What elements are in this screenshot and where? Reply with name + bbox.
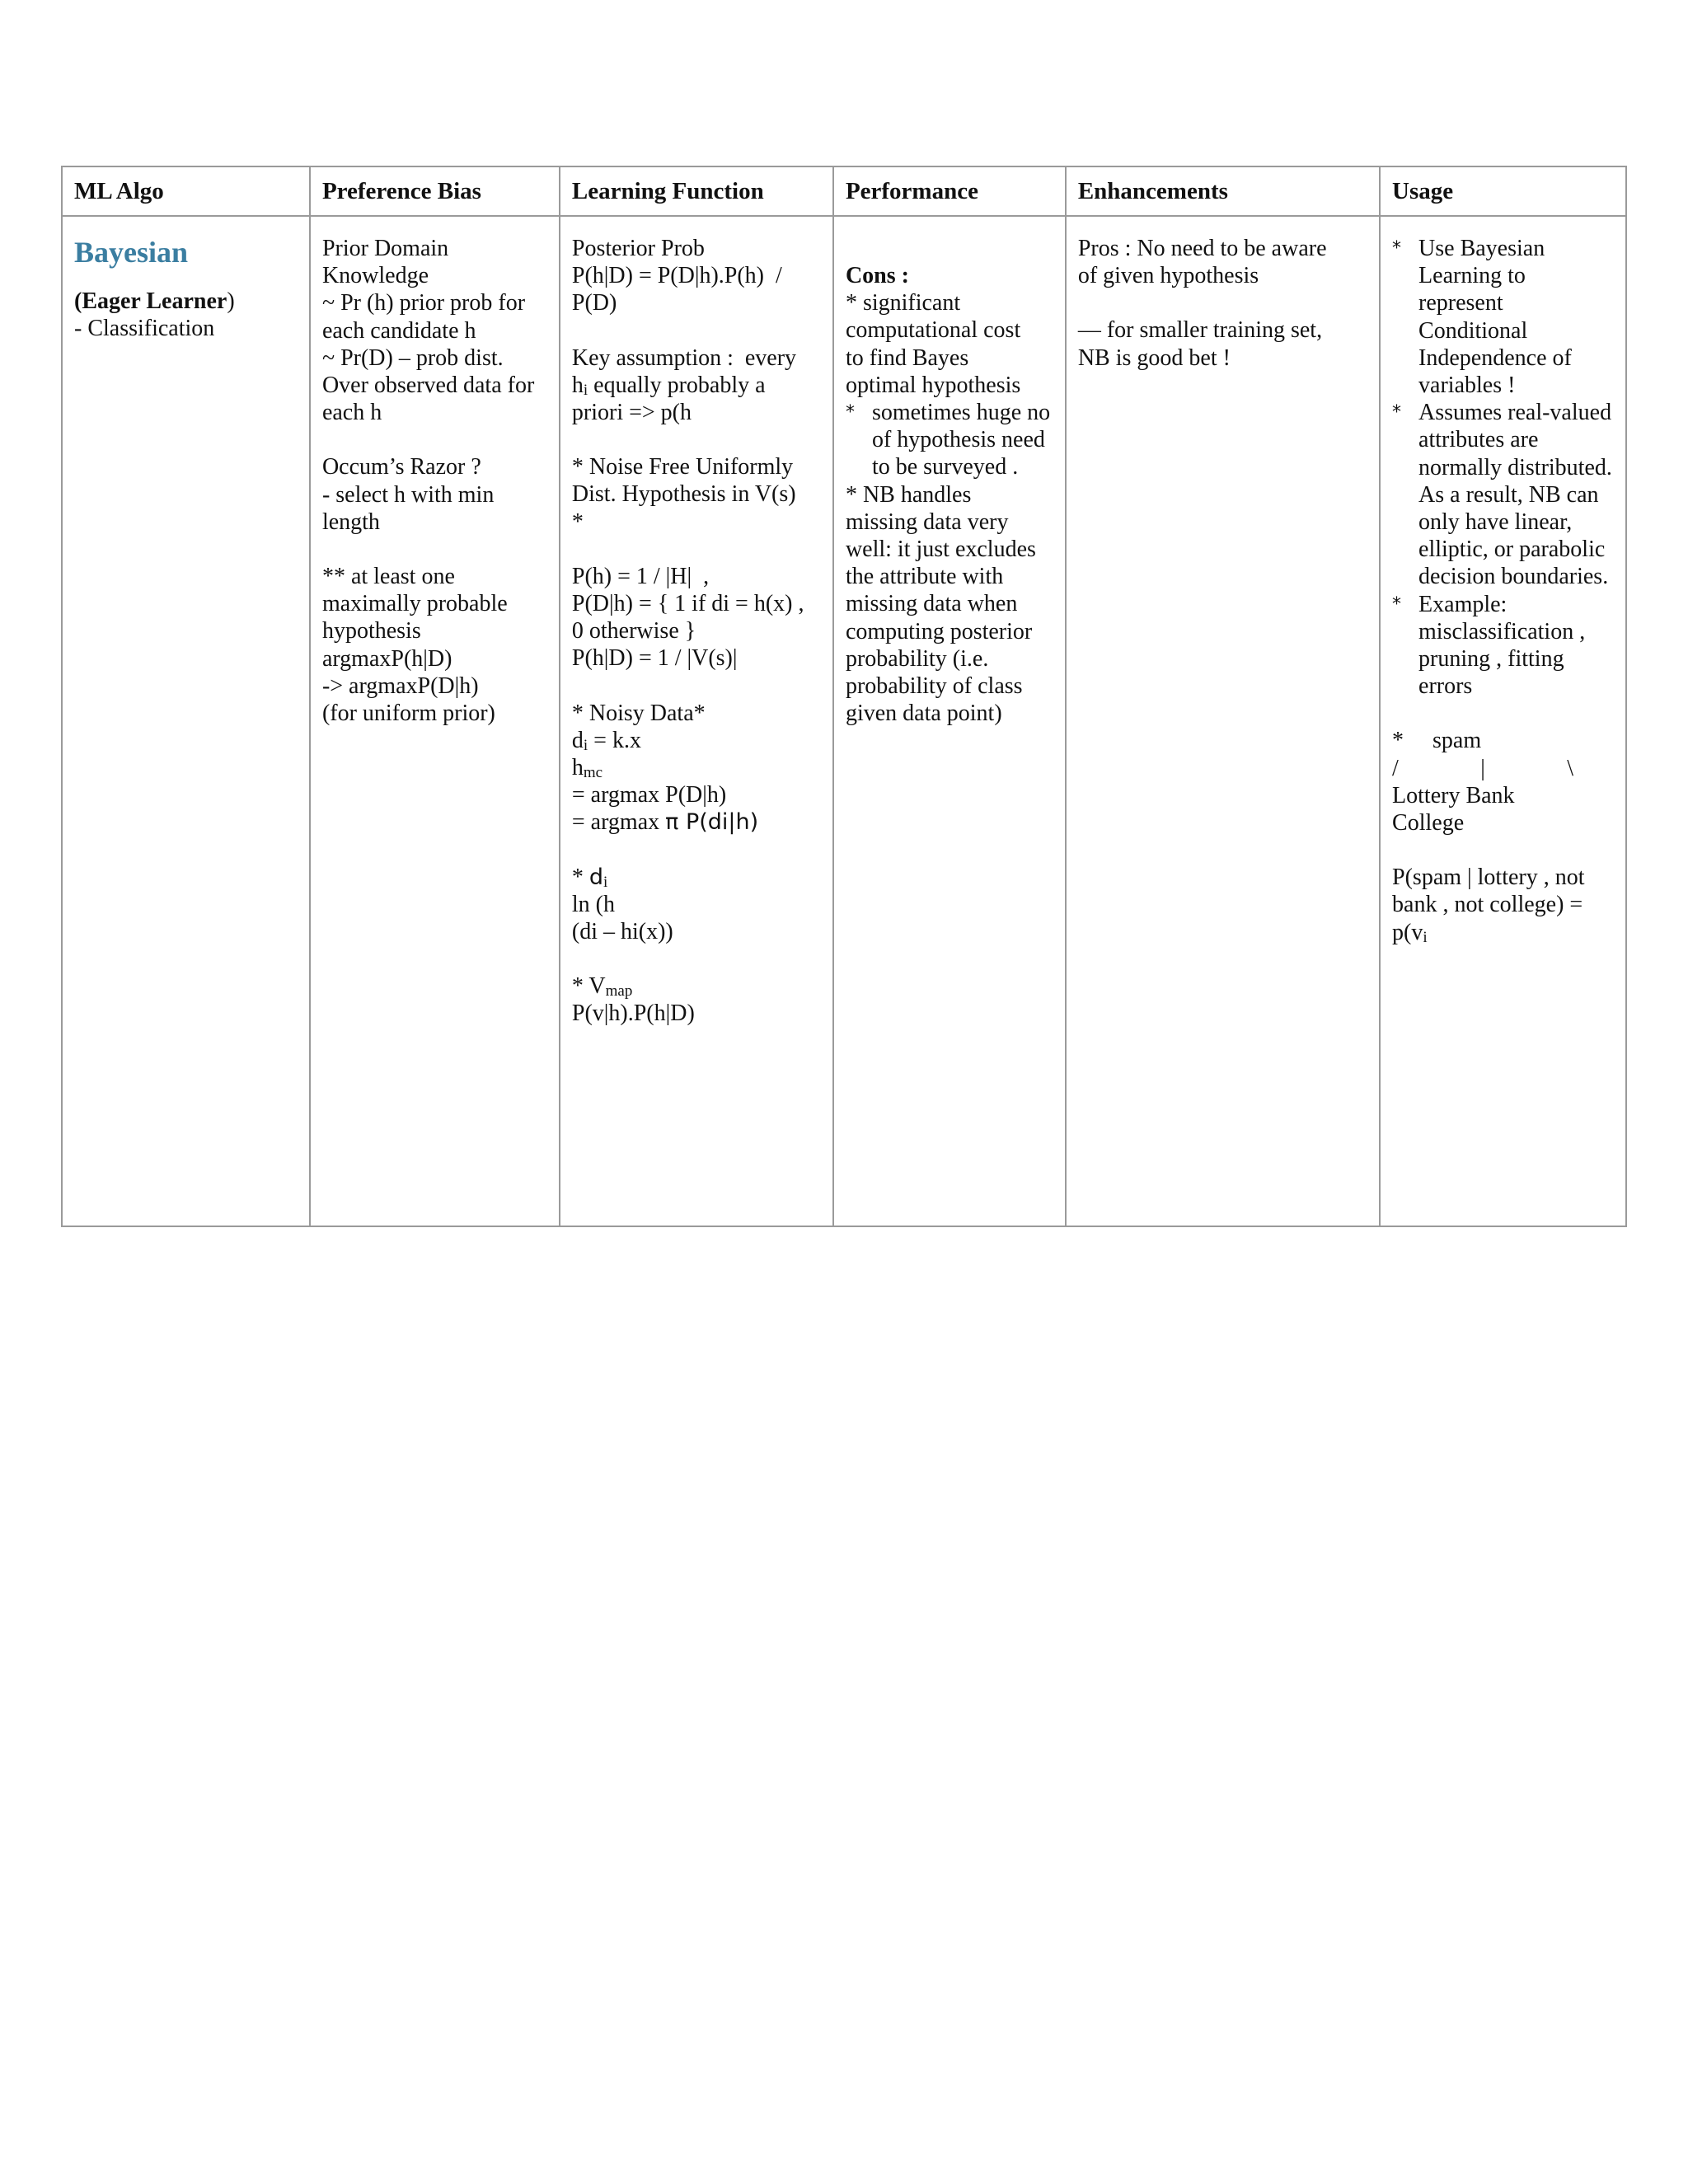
- header-ml-algo: ML Algo: [62, 166, 310, 216]
- text-line: well: it just excludes: [845, 537, 1036, 563]
- tree-root: * spam: [1392, 728, 1482, 754]
- algo-type-label: Eager Learner: [82, 288, 227, 314]
- list-item: [846, 399, 1053, 481]
- text-line: priori => p(h: [571, 400, 692, 426]
- text-line: probability of class: [845, 673, 1023, 700]
- spacer: [572, 536, 821, 563]
- bullet-list: [846, 399, 1053, 481]
- text-line: of given hypothesis: [1077, 263, 1259, 289]
- formula-line: [572, 972, 821, 1000]
- asterisk-bullet-icon: *: [1392, 238, 1402, 259]
- asterisk-bullet-icon: *: [845, 402, 855, 424]
- text-line: maximally probable: [321, 591, 508, 617]
- bullet-list: [1392, 235, 1614, 700]
- list-item-text: Use Bayesian Learning to represent Conditional Independence of variables !: [1418, 236, 1572, 399]
- text-line: given data point): [845, 701, 1002, 727]
- formula-line: = argmax P(D|h): [571, 782, 727, 808]
- list-item: [1392, 235, 1614, 399]
- text-line: Pros : No need to be aware: [1077, 236, 1327, 261]
- text-line: * NB handles: [845, 481, 972, 508]
- header-usage: Usage: [1380, 166, 1626, 216]
- text-line: computational cost: [845, 317, 1021, 344]
- algo-type-close: ): [227, 288, 235, 314]
- text-line: length: [321, 509, 380, 535]
- cell-performance: [833, 216, 1066, 1226]
- text-line: Over observed data for: [321, 373, 535, 399]
- subscript: i: [583, 381, 588, 399]
- table-row: [62, 216, 1626, 1226]
- spacer: [322, 426, 547, 453]
- text-line: - select h with min: [321, 481, 495, 508]
- list-item-text: Example: misclassification , pruning , fitting errors: [1418, 591, 1586, 700]
- cell-enhancements: [1066, 216, 1380, 1226]
- text-line: missing data very: [845, 509, 1009, 535]
- tree-branch-left: /: [1392, 755, 1399, 781]
- text-fragment: d: [571, 727, 584, 753]
- text-line: computing posterior: [845, 618, 1033, 644]
- text-fragment: equally probably a: [588, 372, 766, 398]
- text-line: Dist. Hypothesis in V(s): [571, 481, 796, 508]
- formula-line: P(h|D) = 1 / |V(s)|: [571, 645, 738, 672]
- text-fragment: = k.x: [588, 727, 641, 753]
- text-line: hypothesis: [321, 618, 421, 644]
- header-row: [62, 166, 1626, 216]
- formula-line: [572, 727, 821, 754]
- spacer: [846, 235, 1053, 262]
- text-line: NB is good bet !: [1077, 344, 1231, 371]
- text-fragment: π P(di|h): [665, 809, 759, 836]
- formula-line: [572, 864, 821, 891]
- text-line: * Noise Free Uniformly: [571, 454, 794, 480]
- text-line: — for smaller training set,: [1077, 317, 1323, 344]
- header-enhancements: Enhancements: [1066, 166, 1380, 216]
- text-line: optimal hypothesis: [845, 372, 1021, 398]
- cell-usage: [1380, 216, 1626, 1226]
- text-fragment: h: [571, 755, 584, 781]
- formula-line: [1392, 919, 1614, 946]
- formula-line: bank , not college) =: [1392, 892, 1583, 918]
- text-line: Posterior Prob: [571, 236, 705, 261]
- list-item: [1392, 399, 1614, 590]
- asterisk-bullet-icon: *: [1392, 593, 1402, 615]
- formula-line: P(h|D) = P(D|h).P(h) /: [571, 263, 782, 289]
- text-line: (for uniform prior): [321, 701, 495, 727]
- text-line: Knowledge: [321, 263, 429, 289]
- cell-preference-bias: [310, 216, 560, 1226]
- spacer: [572, 317, 821, 344]
- spacer: [572, 426, 821, 453]
- text-line: each candidate h: [321, 317, 476, 344]
- text-line: * Noisy Data*: [571, 700, 706, 726]
- text-line: [572, 372, 821, 399]
- text-line: Occum’s Razor ?: [321, 454, 481, 480]
- subscript: map: [605, 982, 633, 1001]
- header-learning-function: Learning Function: [560, 166, 833, 216]
- formula-line: [572, 808, 821, 836]
- formula-line: P(D): [571, 290, 617, 316]
- cons-label: Cons :: [845, 263, 909, 288]
- spacer: [572, 673, 821, 700]
- subscript: i: [583, 736, 588, 754]
- text-fragment: p(v: [1392, 919, 1423, 945]
- spacer: [1078, 289, 1367, 316]
- text-line: argmaxP(h|D): [321, 645, 452, 672]
- tree-branches: [1392, 755, 1573, 782]
- algo-type-open: (: [74, 288, 82, 314]
- subscript: mc: [583, 764, 603, 782]
- formula-line: P(D|h) = { 1 if di = h(x) ,: [571, 591, 804, 617]
- cell-learning-function: [560, 216, 833, 1226]
- algo-name: Bayesian: [74, 236, 189, 269]
- text-line: Key assumption : every: [571, 344, 797, 371]
- tree-leaf: College: [1392, 810, 1465, 837]
- ml-algorithm-table: [61, 166, 1627, 1227]
- tree-leaves: Lottery Bank: [1392, 782, 1515, 808]
- text-line: missing data when: [845, 591, 1018, 617]
- formula-line: P(h) = 1 / |H| ,: [571, 563, 710, 589]
- formula-line: (di – hi(x)): [571, 919, 673, 945]
- text-fragment: d: [588, 864, 604, 890]
- text-line: * significant: [845, 290, 961, 316]
- text-fragment: *: [571, 864, 589, 890]
- text-line: each h: [321, 400, 382, 426]
- text-line: *: [571, 509, 584, 535]
- subscript: i: [603, 873, 608, 891]
- list-item-text: sometimes huge no of hypothesis need to be surveyed .: [871, 400, 1051, 480]
- spacer: [322, 536, 547, 563]
- header-performance: Performance: [833, 166, 1066, 216]
- spacer: [1392, 700, 1614, 727]
- text-line: -> argmaxP(D|h): [321, 673, 479, 699]
- tree-branch-mid: |: [1480, 755, 1485, 781]
- text-line: Prior Domain: [321, 236, 449, 261]
- cell-ml-algo: [62, 216, 310, 1226]
- formula-line: [572, 754, 821, 781]
- formula-line: P(spam | lottery , not: [1392, 865, 1585, 891]
- text-line: ~ Pr (h) prior prob for: [321, 290, 526, 316]
- text-line: the attribute with: [845, 564, 1004, 590]
- spacer: [572, 837, 821, 864]
- text-fragment: h: [571, 372, 584, 398]
- list-item: [1392, 591, 1614, 701]
- subscript: i: [1423, 928, 1428, 946]
- text-line: ~ Pr(D) – prob dist.: [321, 344, 504, 371]
- text-line: ** at least one: [321, 564, 455, 590]
- formula-line: ln (h: [571, 891, 615, 917]
- text-line: probability (i.e.: [845, 645, 989, 672]
- text-line: to find Bayes: [845, 344, 969, 371]
- tree-branch-right: \: [1567, 755, 1574, 781]
- text-fragment: = argmax: [571, 809, 666, 836]
- asterisk-bullet-icon: *: [1392, 402, 1402, 424]
- list-item-text: Assumes real-valued attributes are normally distributed. As a result, NB can only have linear, elliptic, or parabolic decision boundaries.: [1418, 400, 1612, 590]
- spacer: [572, 945, 821, 972]
- formula-line: 0 otherwise }: [571, 618, 696, 644]
- header-preference-bias: Preference Bias: [310, 166, 560, 216]
- formula-line: P(v|h).P(h|D): [571, 1001, 695, 1027]
- spacer: [1392, 837, 1614, 864]
- algo-task: - Classification: [74, 316, 215, 342]
- algo-type: [74, 288, 298, 315]
- text-fragment: * V: [571, 973, 606, 1000]
